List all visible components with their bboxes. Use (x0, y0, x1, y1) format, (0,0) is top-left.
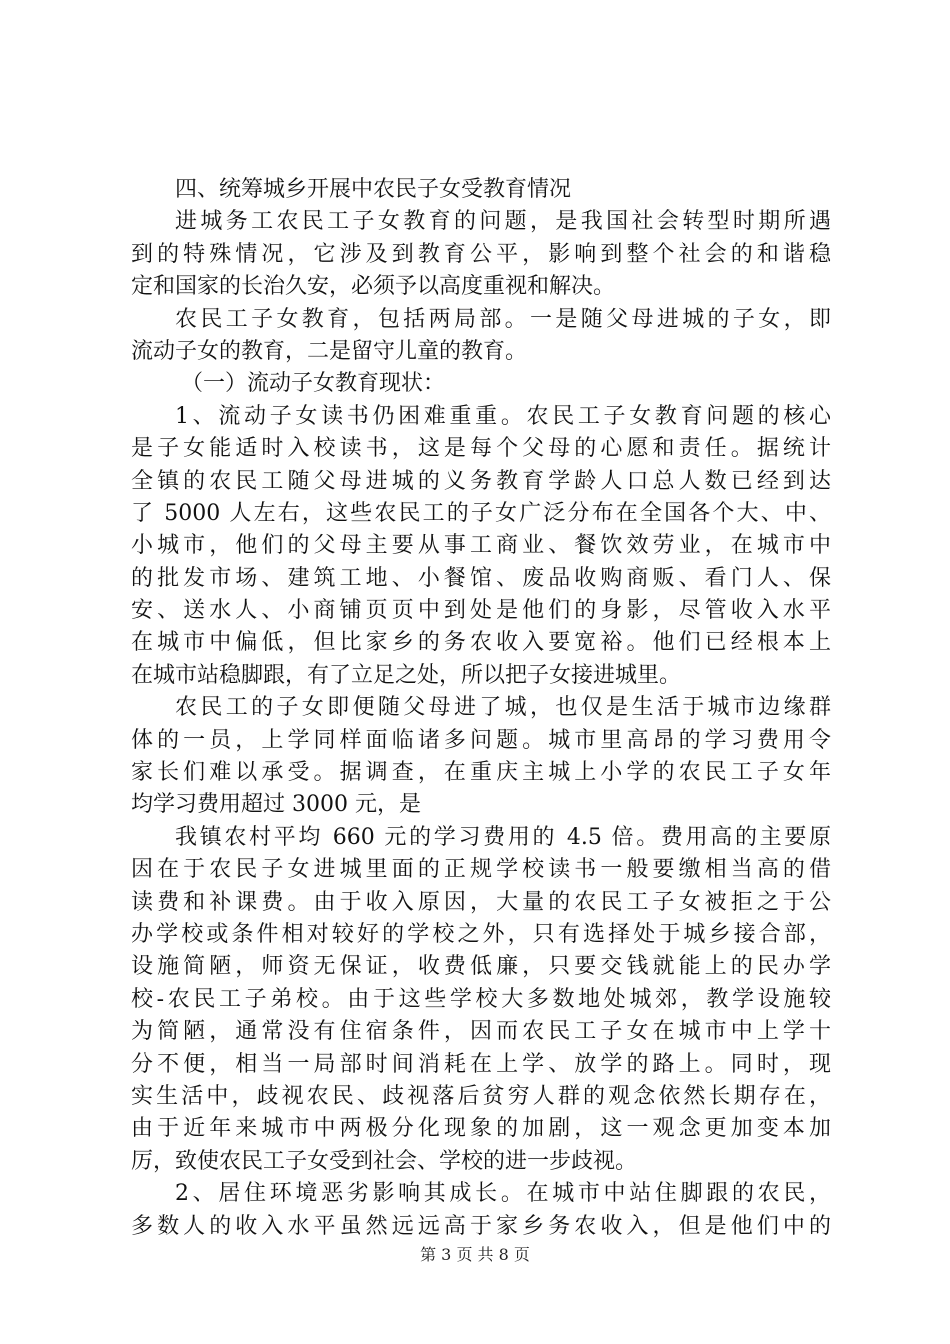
text-line: 全镇的农民工随父母进城的义务教育学龄人口总人数已经到达 (131, 468, 831, 494)
text-line: 分不便，相当一局部时间消耗在上学、放学的路上。同时，现 (131, 1051, 831, 1077)
text-line: 实生活中，歧视农民、歧视落后贫穷人群的观念依然长期存在， (131, 1083, 831, 1109)
text-line: 流动子女的教育，二是留守儿童的教育。 (131, 338, 528, 364)
text-line: 四、统筹城乡开展中农民子女受教育情况 (175, 177, 572, 202)
text-line: （一）流动子女教育现状： (181, 371, 446, 397)
text-line: 因在于农民子女进城里面的正规学校读书一般要缴相当高的借 (131, 857, 831, 883)
text-line: 我镇农村平均 660 元的学习费用的 4.5 倍。费用高的主要原 (175, 824, 831, 850)
text-line: 到的特殊情况，它涉及到教育公平，影响到整个社会的和谐稳 (131, 241, 831, 267)
text-line: 家长们难以承受。据调查，在重庆主城上小学的农民工子女年 (131, 760, 831, 786)
text-line: 读费和补课费。由于收入原因，大量的农民工子女被拒之于公 (131, 889, 831, 915)
text-line: 厉，致使农民工子女受到社会、学校的进一步歧视。 (131, 1148, 638, 1174)
page-footer: 第 3 页 共 8 页 (420, 1245, 530, 1264)
text-line: 是子女能适时入校读书，这是每个父母的心愿和责任。据统计 (131, 436, 831, 462)
text-line: 安、送水人、小商铺页页中到处是他们的身影，尽管收入水平 (131, 598, 831, 624)
document-body (131, 174, 831, 1243)
text-line: 多数人的收入水平虽然远远高于家乡务农收入，但是他们中的 (131, 1213, 831, 1239)
text-line: 2、居住环境恶劣影响其成长。在城市中站住脚跟的农民， (175, 1181, 831, 1207)
text-line: 由于近年来城市中两极分化现象的加剧，这一观念更加变本加 (131, 1116, 831, 1142)
text-line: 进城务工农民工子女教育的问题，是我国社会转型时期所遇 (175, 209, 831, 235)
text-line: 校-农民工子弟校。由于这些学校大多数地处城郊，教学设施较 (131, 986, 831, 1012)
text-line: 了 5000 人左右，这些农民工的子女广泛分布在全国各个大、中、 (131, 500, 831, 526)
text-line: 定和国家的长治久安，必须予以高度重视和解决。 (131, 274, 616, 300)
text-line: 办学校或条件相对较好的学校之外，只有选择处于城乡接合部， (131, 921, 831, 947)
text-line: 在城市站稳脚跟，有了立足之处，所以把子女接进城里。 (131, 662, 682, 688)
text-line: 设施简陋，师资无保证，收费低廉，只要交钱就能上的民办学 (131, 954, 831, 980)
text-line: 农民工子女教育，包括两局部。一是随父母进城的子女，即 (175, 306, 831, 332)
text-line: 1、流动子女读书仍困难重重。农民工子女教育问题的核心 (175, 403, 831, 429)
text-line: 体的一员，上学同样面临诸多问题。城市里高昂的学习费用令 (131, 727, 831, 753)
text-line: 农民工的子女即便随父母进了城，也仅是生活于城市边缘群 (175, 695, 831, 721)
text-line: 均学习费用超过 3000 元，是 (131, 792, 421, 818)
text-line: 的批发市场、建筑工地、小餐馆、废品收购商贩、看门人、保 (131, 565, 831, 591)
text-line: 为简陋，通常没有住宿条件，因而农民工子女在城市中上学十 (131, 1019, 831, 1045)
text-line: 小城市，他们的父母主要从事工商业、餐饮效劳业，在城市中 (131, 533, 831, 559)
text-line: 在城市中偏低，但比家乡的务农收入要宽裕。他们已经根本上 (131, 630, 831, 656)
